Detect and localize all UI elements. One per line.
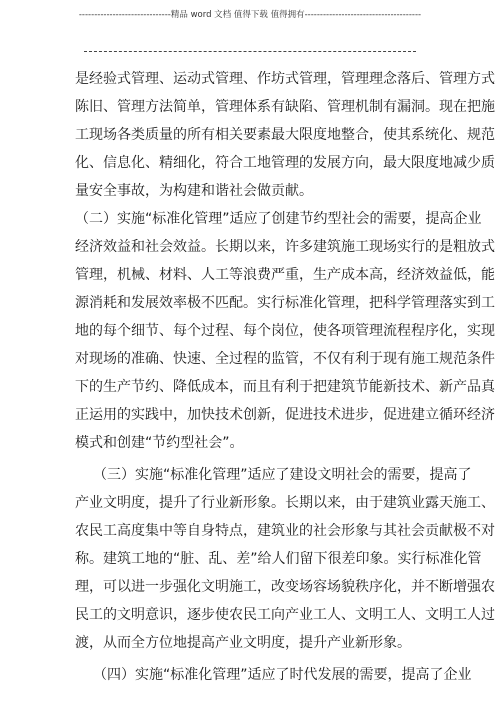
body-line: 工现场各类质量的所有相关要素最大限度地整合，使其系统化、规范 — [75, 127, 495, 143]
body-line: 下的生产节约、降低成本，而且有利于把建筑节能新技术、新产品真 — [75, 379, 495, 395]
body-line: 化、信息化、精细化，符合工地管理的发展方向，最大限度地减少质 — [75, 155, 495, 171]
body-line: 管理，机械、材料、人工等浪费严重，生产成本高，经济效益低，能 — [75, 267, 495, 283]
body-line: 地的每个细节、每个过程、每个岗位，使各项管理流程程序化，实现 — [75, 323, 495, 339]
body-line: 模式和创建“节约型社会”。 — [75, 435, 244, 451]
document-header — [0, 4, 500, 44]
body-line: 理，可以进一步强化文明施工，改变场容场貌秩序化，并不断增强农 — [75, 579, 495, 595]
body-line: 称。建筑工地的“脏、乱、差”给人们留下很差印象。实行标准化管 — [75, 551, 482, 567]
body-line: 经济效益和社会效益。长期以来，许多建筑施工现场实行的是粗放式 — [75, 239, 495, 255]
section-heading-3: （三）实施“标准化管理”适应了建设文明社会的需要，提高了 — [93, 467, 472, 483]
section-heading-4: （四）实施“标准化管理”适应了时代发展的需要，提高了企业 — [93, 667, 472, 683]
body-line: 正运用的实践中，加快技术创新，促进技术进步，促进建立循环经济 — [75, 407, 495, 423]
header-banner: ------------------------------精品 word 文档 值得下载 值得拥有-------------------------------------- — [78, 10, 422, 20]
header-divider — [84, 51, 416, 52]
body-line: 对现场的准确、快速、全过程的监管，不仅有利于现有施工规范条件 — [75, 351, 495, 367]
body-line: 量安全事故，为构建和谐社会做贡献。 — [75, 183, 313, 199]
body-line: 源消耗和发展效率极不匹配。实行标准化管理，把科学管理落实到工 — [75, 295, 495, 311]
section-heading-2: （二）实施“标准化管理”适应了创建节约型社会的需要，提高企业 — [75, 211, 482, 227]
body-line: 是经验式管理、运动式管理、作坊式管理，管理理念落后、管理方式 — [75, 71, 495, 87]
body-line: 民工的文明意识，逐步使农民工向产业工人、文明工人、文明工人过 — [75, 607, 495, 623]
body-line: 渡，从而全方位地提高产业文明度，提升产业新形象。 — [75, 635, 411, 651]
body-line: 产业文明度，提升了行业新形象。长期以来，由于建筑业露天施工、 — [75, 495, 495, 511]
body-line: 农民工高度集中等自身特点，建筑业的社会形象与其社会贡献极不对 — [75, 523, 495, 539]
body-line: 陈旧、管理方法简单，管理体系有缺陷、管理机制有漏洞。现在把施 — [75, 99, 495, 115]
